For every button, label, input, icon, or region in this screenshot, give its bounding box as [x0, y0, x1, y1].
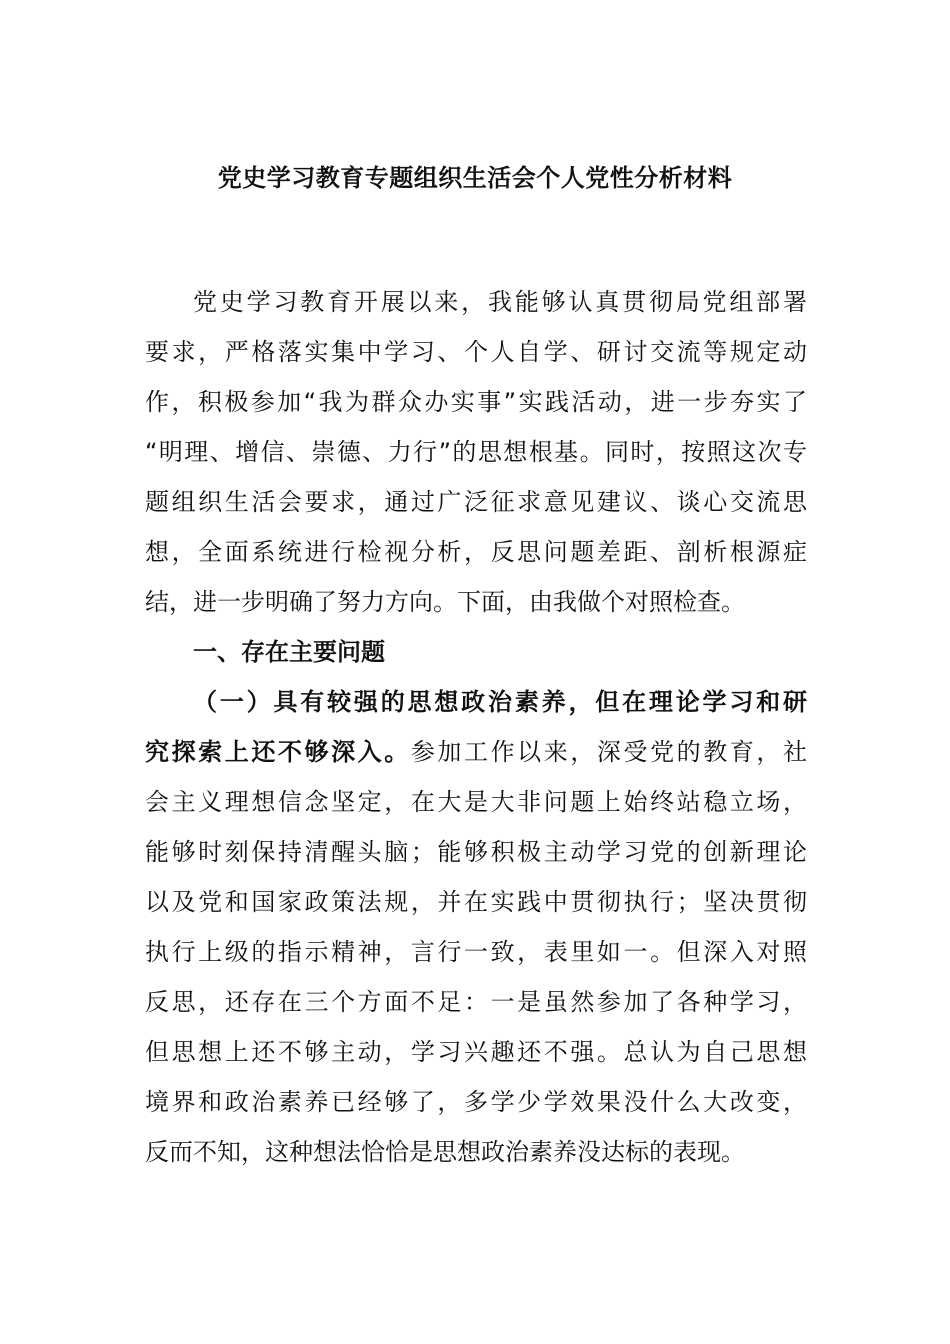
paragraph-subsection-1 [145, 682, 807, 1182]
paragraph-line: 执行上级的指示精神，言行一致，表里如一。但深入对照 [145, 938, 807, 966]
paragraph-line: 题组织生活会要求，通过广泛征求意见建议、谈心交流思 [145, 488, 807, 516]
paragraph-line: 反而不知，这种想法恰恰是思想政治素养没达标的表现。 [145, 1138, 745, 1166]
paragraph-line: 但思想上还不够主动，学习兴趣还不强。总认为自己思想 [145, 1038, 807, 1066]
document-body [145, 282, 807, 1182]
paragraph-line: 反思，还存在三个方面不足：一是虽然参加了各种学习， [145, 988, 807, 1016]
paragraph-line: 想，全面系统进行检视分析，反思问题差距、剖析根源症 [145, 538, 807, 566]
paragraph-line: 要求，严格落实集中学习、个人自学、研讨交流等规定动 [145, 338, 807, 366]
paragraph-line: 结，进一步明确了努力方向。下面，由我做个对照检查。 [145, 588, 745, 616]
paragraph-line [145, 732, 807, 782]
subsection-heading-end: 究探索上还不够深入。 [145, 738, 411, 766]
subsection-text-start: 参加工作以来，深受党的教育，社 [410, 738, 808, 766]
paragraph-line: 境界和政治素养已经够了，多学少学效果没什么大改变， [145, 1088, 807, 1116]
section-heading: 一、存在主要问题 [193, 638, 385, 666]
subsection-heading-line: （一）具有较强的思想政治素养，但在理论学习和研 [193, 688, 807, 716]
paragraph-line: 能够时刻保持清醒头脑；能够积极主动学习党的创新理论 [145, 838, 807, 866]
paragraph-intro [145, 282, 807, 632]
paragraph-line: 党史学习教育开展以来，我能够认真贯彻局党组部署 [193, 288, 807, 316]
paragraph-line: 以及党和国家政策法规，并在实践中贯彻执行；坚决贯彻 [145, 888, 807, 916]
document-title: 党史学习教育专题组织生活会个人党性分析材料 [217, 164, 733, 192]
paragraph-line: 会主义理想信念坚定，在大是大非问题上始终站稳立场， [145, 788, 807, 816]
paragraph-line: “明理、增信、崇德、力行”的思想根基。同时，按照这次专 [145, 438, 807, 466]
paragraph-line: 作，积极参加“我为群众办实事”实践活动，进一步夯实了 [145, 388, 807, 416]
